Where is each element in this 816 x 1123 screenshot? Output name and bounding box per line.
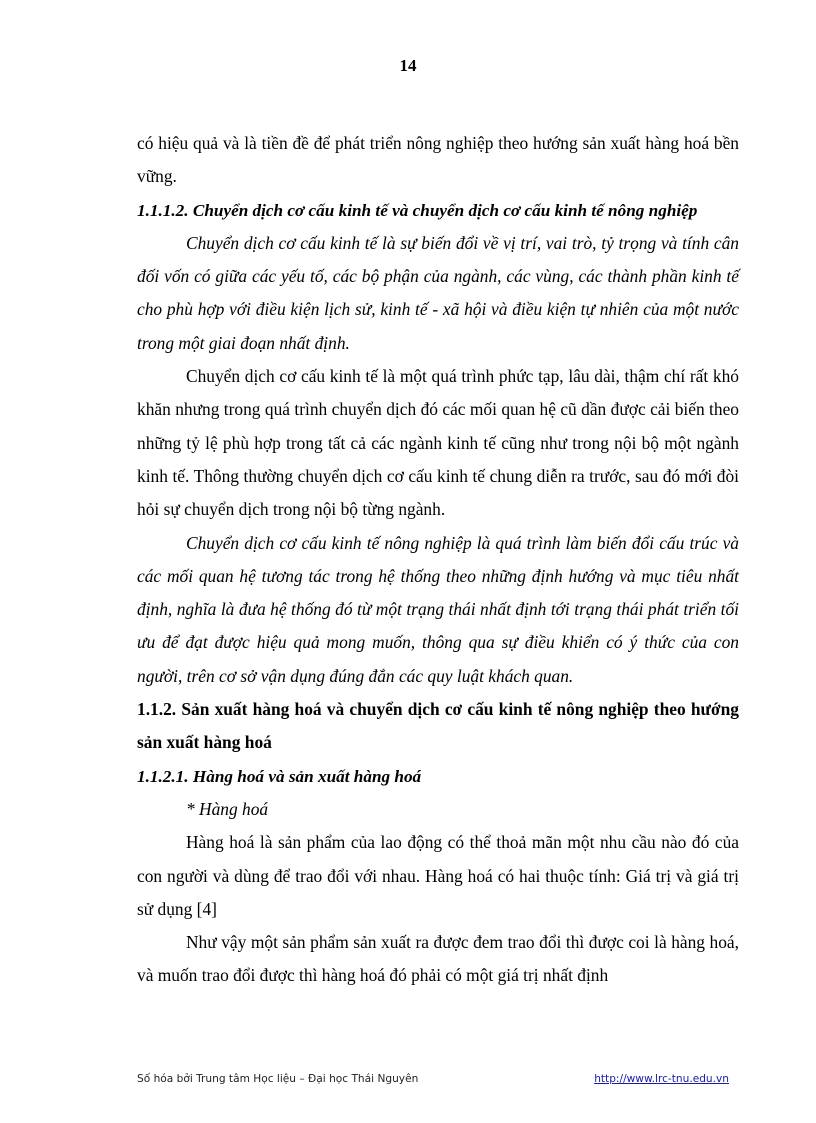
section-heading-1-1-2: 1.1.2. Sản xuất hàng hoá và chuyển dịch cơ cấu kinh tế nông nghiệp theo hướng sản xuất hàng hoá xyxy=(137,699,739,753)
footer-source-text: Số hóa bởi Trung tâm Học liệu – Đại học Thái Nguyên xyxy=(137,1073,419,1085)
paragraph-commodity-exchange: Như vậy một sản phẩm sản xuất ra được đem trao đổi thì được coi là hàng hoá, và muốn trao đổi được thì hàng hoá đó phải có một giá trị nhất định xyxy=(137,932,739,986)
sub-item-commodity: * Hàng hoá xyxy=(186,798,269,819)
document-body xyxy=(137,127,739,993)
section-heading-1-1-1-2: 1.1.1.2. Chuyển dịch cơ cấu kinh tế và chuyển dịch cơ cấu kinh tế nông nghiệp xyxy=(137,200,698,220)
paragraph-restructuring-process: Chuyển dịch cơ cấu kinh tế là một quá trình phức tạp, lâu dài, thậm chí rất khó khăn nhưng trong quá trình chuyển dịch đó các mối quan hệ cũ dần được cải biến theo những tỷ lệ phù hợp trong tất cả các ngành kinh tế cũng như trong nội bộ một ngành kinh tế. Thông thường chuyển dịch cơ cấu kinh tế chung diễn ra trước, sau đó mới đòi hỏi sự chuyển dịch trong nội bộ từng ngành. xyxy=(137,366,739,520)
section-heading-1-1-2-1: 1.1.2.1. Hàng hoá và sản xuất hàng hoá xyxy=(137,766,422,786)
definition-paragraph-agricultural-restructuring: Chuyển dịch cơ cấu kinh tế nông nghiệp là quá trình làm biến đổi cấu trúc và các mối quan hệ tương tác trong hệ thống theo những định hướng và mục tiêu nhất định, nghĩa là đưa hệ thống đó từ một trạng thái nhất định tới trạng thái phát triển tối ưu để đạt được hiệu quả mong muốn, thông qua sự điều khiển có ý thức của con người, trên cơ sở vận dụng đúng đắn các quy luật khách quan. xyxy=(137,532,739,686)
definition-paragraph-economic-restructuring: Chuyển dịch cơ cấu kinh tế là sự biến đổi về vị trí, vai trò, tỷ trọng và tính cân đối vốn có giữa các yếu tố, các bộ phận của ngành, các vùng, các thành phần kinh tế cho phù hợp với điều kiện lịch sử, kinh tế - xã hội và điều kiện tự nhiên của một nước trong một giai đoạn nhất định. xyxy=(137,232,739,353)
paragraph-continued: có hiệu quả và là tiền đề để phát triển nông nghiệp theo hướng sản xuất hàng hoá bền vững. xyxy=(137,133,739,187)
footer-website-link[interactable]: http://www.lrc-tnu.edu.vn xyxy=(594,1073,729,1085)
page-number: 14 xyxy=(399,56,417,75)
paragraph-commodity-definition: Hàng hoá là sản phẩm của lao động có thể thoả mãn một nhu cầu nào đó của con người và dùng để trao đổi với nhau. Hàng hoá có hai thuộc tính: Giá trị và giá trị sử dụng [4] xyxy=(137,832,739,919)
